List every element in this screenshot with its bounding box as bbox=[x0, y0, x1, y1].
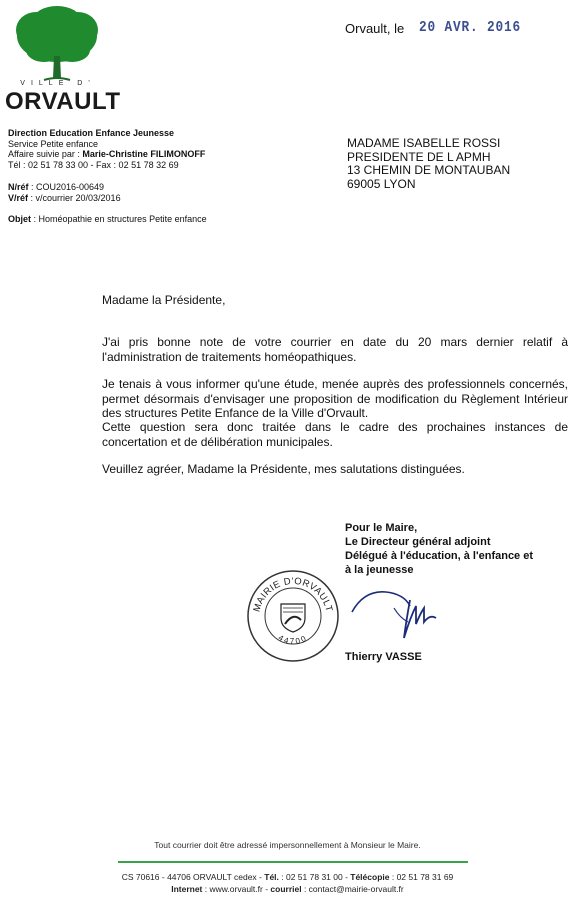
sig-line-2: Le Directeur général adjoint bbox=[345, 536, 491, 548]
footer-divider bbox=[118, 861, 468, 863]
references-block bbox=[8, 182, 121, 204]
objet-line bbox=[8, 214, 207, 224]
footer-address: CS 70616 - 44706 ORVAULT cedex - bbox=[121, 872, 265, 882]
footer-web-line bbox=[0, 884, 575, 894]
nref-value: : COU2016-00649 bbox=[28, 182, 105, 192]
footer-web-label: Internet bbox=[171, 884, 203, 894]
vref-value: : v/courrier 20/03/2016 bbox=[28, 193, 121, 203]
sender-block bbox=[8, 128, 205, 170]
vref-line bbox=[8, 193, 121, 204]
mairie-stamp-seal bbox=[245, 568, 340, 663]
signer-name: Thierry VASSE bbox=[345, 651, 422, 663]
sender-service: Service Petite enfance bbox=[8, 138, 99, 149]
logo-orvault-text: ORVAULT bbox=[5, 88, 121, 115]
date-stamp: 20 AVR. 2016 bbox=[419, 19, 522, 36]
recipient-line-4: 69005 LYON bbox=[347, 176, 416, 191]
sig-line-3: Délégué à l'éducation, à l'enfance et bbox=[345, 550, 534, 562]
orvault-tree-logo bbox=[14, 6, 100, 82]
affaire-label: Affaire suivie par : bbox=[8, 149, 83, 159]
affaire-name: Marie-Christine FILIMONOFF bbox=[82, 149, 206, 159]
nref-label: N/réf bbox=[8, 182, 29, 192]
objet-value: : Homéopathie en structures Petite enfance bbox=[31, 214, 207, 224]
vref-label: V/réf bbox=[8, 193, 29, 203]
stamp-top-text: MAIRIE D'ORVAULT bbox=[251, 575, 335, 614]
signature-title-block bbox=[345, 521, 533, 577]
footer-mail-label: courriel bbox=[270, 884, 302, 894]
footer-mail-value: : contact@mairie-orvault.fr bbox=[301, 884, 404, 894]
footer-tel-label: Tél. bbox=[264, 872, 279, 882]
footer-note: Tout courrier doit être adressé impersonnellement à Monsieur le Maire. bbox=[154, 840, 421, 850]
sig-line-4: à la jeunesse bbox=[345, 564, 414, 576]
sender-direction: Direction Education Enfance Jeunesse bbox=[8, 128, 175, 138]
svg-text:44700 bbox=[277, 633, 309, 646]
sender-affaire bbox=[8, 149, 205, 160]
sender-phone: Tél : 02 51 78 33 00 - Fax : 02 51 78 32 69 bbox=[8, 159, 179, 170]
sig-line-1: Pour le Maire, bbox=[345, 522, 418, 534]
letter-salutation: Madame la Présidente, bbox=[102, 293, 226, 307]
date-city: Orvault, le bbox=[345, 21, 405, 36]
recipient-line-2: PRESIDENTE DE L APMH bbox=[347, 149, 491, 164]
footer-fax-value: : 02 51 78 31 69 bbox=[389, 872, 454, 882]
logo-ville-text: VILLE D' bbox=[20, 80, 96, 87]
footer-web-value: : www.orvault.fr - bbox=[202, 884, 271, 894]
stamp-bottom-text: 44700 bbox=[276, 633, 310, 646]
footer-tel-value: : 02 51 78 31 00 - bbox=[278, 872, 351, 882]
recipient-line-1: MADAME ISABELLE ROSSI bbox=[347, 136, 501, 150]
recipient-address bbox=[347, 137, 510, 191]
handwritten-signature bbox=[350, 578, 440, 648]
letter-paragraph-3: Cette question sera donc traitée dans le cadre des prochaines instances de concertation et de délibération municipales. bbox=[102, 420, 568, 449]
recipient-line-3: 13 CHEMIN DE MONTAUBAN bbox=[347, 163, 511, 177]
nref-line bbox=[8, 182, 121, 193]
footer-address-line bbox=[0, 872, 575, 882]
letter-paragraph-4: Veuillez agréer, Madame la Présidente, mes salutations distinguées. bbox=[102, 462, 465, 476]
letter-paragraph-1: J'ai pris bonne note de votre courrier en date du 20 mars dernier relatif à l'administration de traitements homéopathiques. bbox=[102, 335, 568, 364]
footer-fax-label: Télécopie bbox=[350, 872, 390, 882]
letter-paragraph-2: Je tenais à vous informer qu'une étude, menée auprès des professionnels concernés, permet désormais d'envisager une proposition de modification du Règlement Intérieur des structures Petite Enfance de la Ville d'Orvault. bbox=[102, 377, 568, 421]
objet-label: Objet bbox=[8, 214, 32, 224]
